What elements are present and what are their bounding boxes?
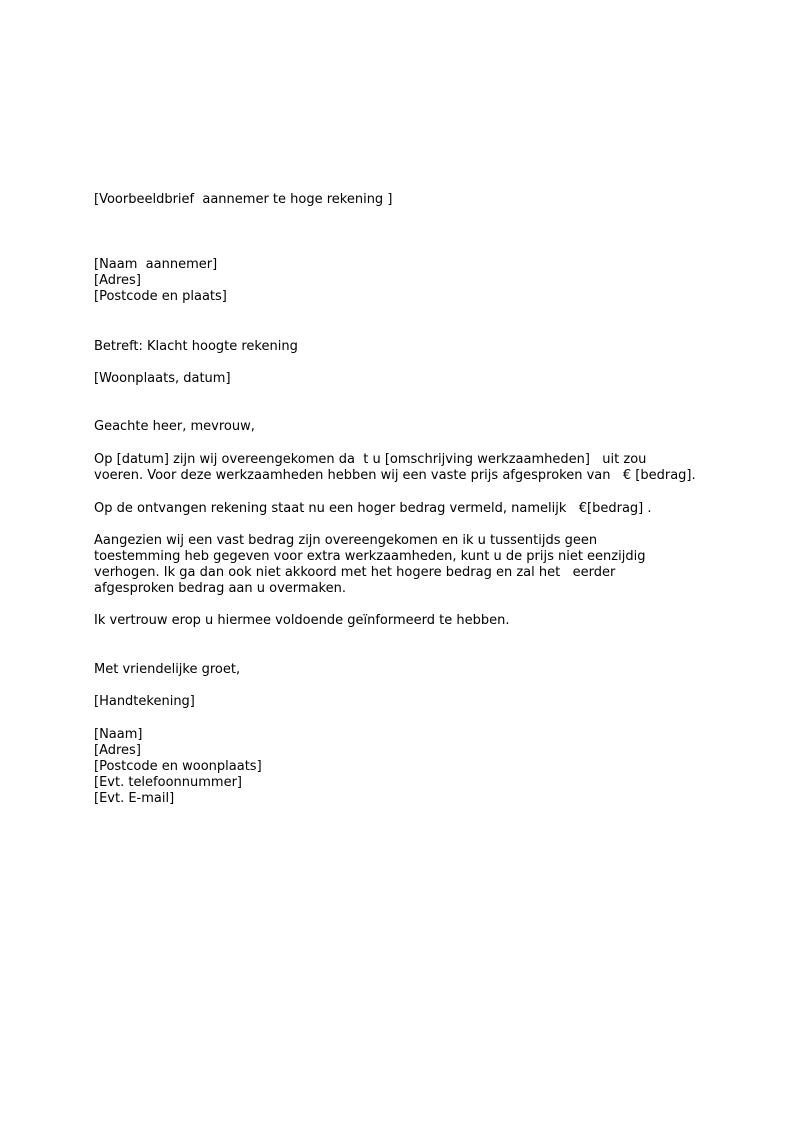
sender-email: [Evt. E-mail]	[94, 791, 175, 806]
signature-placeholder: [Handtekening]	[94, 694, 195, 709]
closing: Met vriendelijke groet,	[94, 662, 241, 677]
paragraph-line: voeren. Voor deze werkzaamheden hebben wij een vaste prijs afgesproken van € [bedrag].	[94, 468, 696, 483]
paragraph-line: Aangezien wij een vast bedrag zijn overeengekomen en ik u tussentijds geen	[94, 533, 598, 548]
recipient-address: [Adres]	[94, 273, 141, 288]
paragraph-line: toestemming heb gegeven voor extra werkzaamheden, kunt u de prijs niet eenzijdig	[94, 549, 646, 564]
subject-line: Betreft: Klacht hoogte rekening	[94, 339, 298, 354]
sender-postcode-city: [Postcode en woonplaats]	[94, 759, 262, 774]
paragraph-line: afgesproken bedrag aan u overmaken.	[94, 581, 346, 596]
paragraph-line: Op [datum] zijn wij overeengekomen da t u [omschrijving werkzaamheden] uit zou	[94, 452, 647, 467]
paragraph-line: Ik vertrouw erop u hiermee voldoende geïnformeerd te hebben.	[94, 613, 510, 628]
paragraph-line: Op de ontvangen rekening staat nu een hoger bedrag vermeld, namelijk €[bedrag] .	[94, 501, 652, 516]
place-date: [Woonplaats, datum]	[94, 371, 231, 386]
letter-heading: [Voorbeeldbrief aannemer te hoge rekening ]	[94, 192, 393, 207]
paragraph-line: verhogen. Ik ga dan ook niet akkoord met het hogere bedrag en zal het eerder	[94, 565, 616, 580]
sender-phone: [Evt. telefoonnummer]	[94, 775, 242, 790]
sender-address: [Adres]	[94, 743, 141, 758]
salutation: Geachte heer, mevrouw,	[94, 419, 255, 434]
recipient-name: [Naam aannemer]	[94, 257, 218, 272]
recipient-postcode-city: [Postcode en plaats]	[94, 289, 227, 304]
sender-name: [Naam]	[94, 727, 143, 742]
